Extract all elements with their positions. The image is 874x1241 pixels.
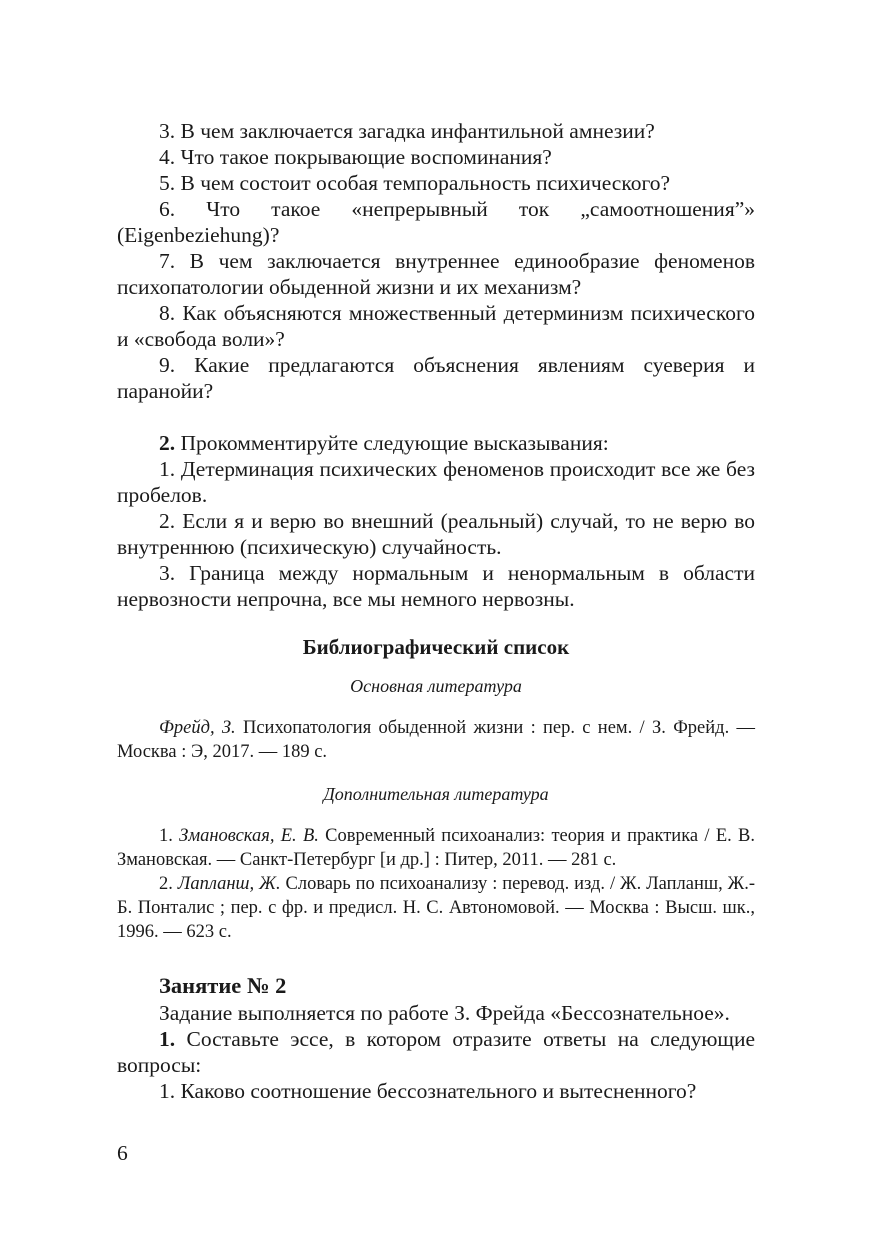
task-2-text: Прокомментируйте следующие высказывания: — [175, 431, 609, 455]
lesson-2-question-1: 1. Каково соотношение бессознательного и вытесненного? — [159, 1079, 697, 1103]
extra-reference-2 — [117, 872, 755, 944]
text-column — [117, 118, 755, 1104]
main-literature-label: Основная литература — [350, 676, 522, 696]
bibliography-title: Библиографический список — [302, 635, 570, 659]
question-3: 3. В чем заключается загадка инфантильной амнезии? — [159, 119, 655, 143]
statement-3: 3. Граница между нормальным и ненормальным в области нервозности непрочна, все мы немного нервозны. — [117, 561, 755, 611]
question-6: 6. Что такое «непрерывный ток „самоотношения”» (Eigenbeziehung)? — [117, 197, 755, 247]
question-4: 4. Что такое покрывающие воспоминания? — [159, 145, 552, 169]
extra-reference-2-rest: Словарь по психоанализу : перевод. изд. / Ж. Лапланш, Ж.-Б. Понталис ; пер. с фр. и предисл. Н. С. Автономовой. — Москва : Высш. шк., 1996. — 623 с. — [117, 874, 756, 942]
lesson-2-intro: Задание выполняется по работе З. Фрейда «Бессознательное». — [159, 1001, 730, 1025]
extra-reference-1-num: 1. — [159, 826, 180, 846]
task-2-prompt — [117, 430, 755, 456]
main-reference-rest: Психопатология обыденной жизни : пер. с нем. / З. Фрейд. — Москва : Э, 2017. — 189 с. — [117, 718, 756, 762]
question-9: 9. Какие предлагаются объяснения явлениям суеверия и паранойи? — [117, 353, 755, 403]
lesson-2-task-number: 1. — [159, 1027, 176, 1051]
extra-reference-1 — [117, 824, 755, 872]
extra-reference-2-num: 2. — [159, 874, 178, 894]
question-5: 5. В чем состоит особая темпоральность психического? — [159, 171, 671, 195]
question-8: 8. Как объясняются множественный детерминизм психического и «свобода воли»? — [117, 301, 755, 351]
question-7: 7. В чем заключается внутреннее единообразие феноменов психопатологии обыденной жизни и их механизм? — [117, 249, 755, 299]
page-number: 6 — [117, 1141, 128, 1165]
main-reference — [117, 716, 755, 764]
statement-1: 1. Детерминация психических феноменов происходит все же без пробелов. — [117, 457, 755, 507]
extra-literature-label: Дополнительная литература — [323, 784, 549, 804]
lesson-2-task-text: Составьте эссе, в котором отразите ответы на следующие вопросы: — [117, 1027, 755, 1077]
lesson-2-title: Занятие № 2 — [159, 973, 287, 998]
extra-reference-1-rest: Современный психоанализ: теория и практика / Е. В. Змановская. — Санкт-Петербург [и др.] : Питер, 2011. — 281 с. — [117, 826, 755, 870]
task-2-number: 2. — [159, 431, 176, 455]
lesson-2-task — [117, 1026, 755, 1078]
main-reference-author: Фрейд, З. — [159, 718, 236, 738]
extra-reference-1-author: Змановская, Е. В. — [179, 826, 319, 846]
extra-reference-2-author: Лапланш, Ж. — [177, 874, 281, 894]
statement-2: 2. Если я и верю во внешний (реальный) случай, то не верю во внутреннюю (психическую) случайность. — [117, 509, 755, 559]
